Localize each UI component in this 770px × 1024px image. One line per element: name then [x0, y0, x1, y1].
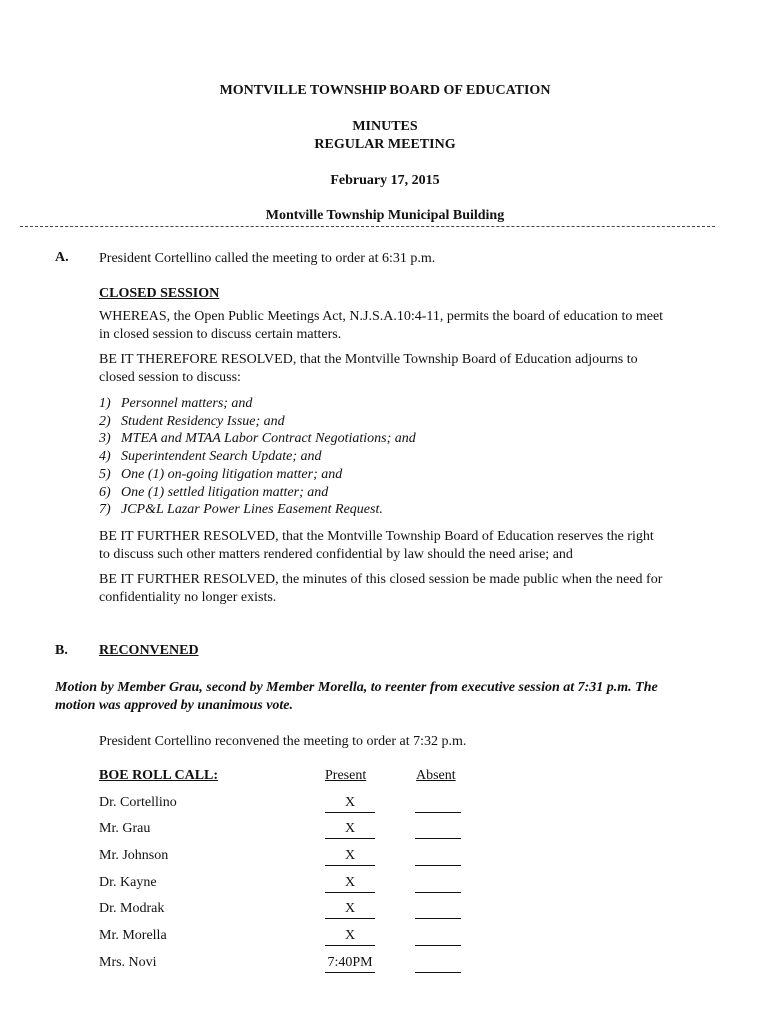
member-present: X — [325, 901, 375, 919]
member-name: Dr. Cortellino — [99, 795, 177, 810]
meeting-date: February 17, 2015 — [330, 173, 440, 188]
list-item-text: One (1) settled litigation matter; and — [121, 485, 329, 500]
member-present: X — [325, 928, 375, 946]
member-absent — [415, 795, 461, 813]
member-absent — [415, 875, 461, 893]
member-name: Mr. Morella — [99, 928, 167, 943]
whereas-line: WHEREAS, the Open Public Meetings Act, N.J.S.A.10:4-11, permits the board of education to meet — [99, 309, 664, 324]
section-b-letter: B. — [55, 643, 68, 658]
list-item-text: MTEA and MTAA Labor Contract Negotiations; and — [121, 431, 416, 446]
list-item — [99, 484, 328, 502]
list-item — [99, 448, 322, 466]
further-resolved-line: to discuss such other matters rendered confidential by law should the need arise; and — [99, 547, 573, 562]
roll-call-title: BOE ROLL CALL: — [99, 768, 219, 783]
whereas-line: in closed session to discuss certain matters. — [99, 327, 342, 342]
reconvened-title: RECONVENED — [99, 643, 199, 658]
member-absent — [415, 901, 461, 919]
org-title: MONTVILLE TOWNSHIP BOARD OF EDUCATION — [219, 83, 551, 98]
member-name: Dr. Modrak — [99, 901, 165, 916]
list-item-number: 7) — [99, 502, 111, 517]
closed-session-title: CLOSED SESSION — [99, 286, 220, 301]
list-item-text: Superintendent Search Update; and — [121, 449, 322, 464]
member-name: Dr. Kayne — [99, 875, 157, 890]
list-item-number: 3) — [99, 431, 111, 446]
member-present: X — [325, 821, 375, 839]
member-present: 7:40PM — [325, 955, 375, 973]
doc-type: MINUTES — [352, 119, 418, 134]
list-item-text: One (1) on-going litigation matter; and — [121, 467, 343, 482]
member-present: X — [325, 795, 375, 813]
minutes-public-line: BE IT FURTHER RESOLVED, the minutes of this closed session be made public when the need for — [99, 572, 663, 587]
further-resolved-line: BE IT FURTHER RESOLVED, that the Montville Township Board of Education reserves the right — [99, 529, 654, 544]
meeting-type: REGULAR MEETING — [314, 137, 456, 152]
member-present: X — [325, 848, 375, 866]
member-absent — [415, 955, 461, 973]
member-name: Mr. Johnson — [99, 848, 169, 863]
minutes-public-paragraph — [99, 571, 719, 607]
member-present: X — [325, 875, 375, 893]
meeting-location: Montville Township Municipal Building — [265, 208, 505, 223]
list-item — [99, 395, 252, 413]
resolved-line: BE IT THEREFORE RESOLVED, that the Montville Township Board of Education adjourns to — [99, 352, 638, 367]
present-header: Present — [325, 768, 367, 783]
list-item-number: 4) — [99, 449, 111, 464]
member-absent — [415, 821, 461, 839]
list-item-number: 2) — [99, 414, 111, 429]
further-resolved-paragraph — [99, 528, 719, 564]
list-item-number: 5) — [99, 467, 111, 482]
whereas-paragraph — [99, 308, 719, 344]
absent-header: Absent — [416, 768, 456, 783]
motion-line: motion was approved by unanimous vote. — [55, 698, 294, 713]
member-name: Mr. Grau — [99, 821, 151, 836]
resolved-paragraph — [99, 351, 719, 387]
list-item — [99, 413, 285, 431]
motion-paragraph — [55, 679, 735, 715]
list-item-number: 1) — [99, 396, 111, 411]
list-item — [99, 430, 416, 448]
list-item — [99, 501, 383, 519]
section-a-letter: A. — [55, 250, 69, 265]
list-item-text: JCP&L Lazar Power Lines Easement Request. — [121, 502, 383, 517]
minutes-public-line: confidentiality no longer exists. — [99, 590, 277, 605]
member-name: Mrs. Novi — [99, 955, 157, 970]
list-item-number: 6) — [99, 485, 111, 500]
list-item-text: Student Residency Issue; and — [121, 414, 285, 429]
call-to-order: President Cortellino called the meeting to order at 6:31 p.m. — [99, 251, 436, 266]
list-item-text: Personnel matters; and — [121, 396, 253, 411]
header-divider — [20, 226, 715, 227]
member-absent — [415, 928, 461, 946]
member-absent — [415, 848, 461, 866]
resolved-line: closed session to discuss: — [99, 370, 241, 385]
motion-line: Motion by Member Grau, second by Member Morella, to reenter from executive session at 7:31 p.m. The — [55, 680, 658, 695]
reconvened-statement: President Cortellino reconvened the meeting to order at 7:32 p.m. — [99, 734, 467, 749]
list-item — [99, 466, 342, 484]
